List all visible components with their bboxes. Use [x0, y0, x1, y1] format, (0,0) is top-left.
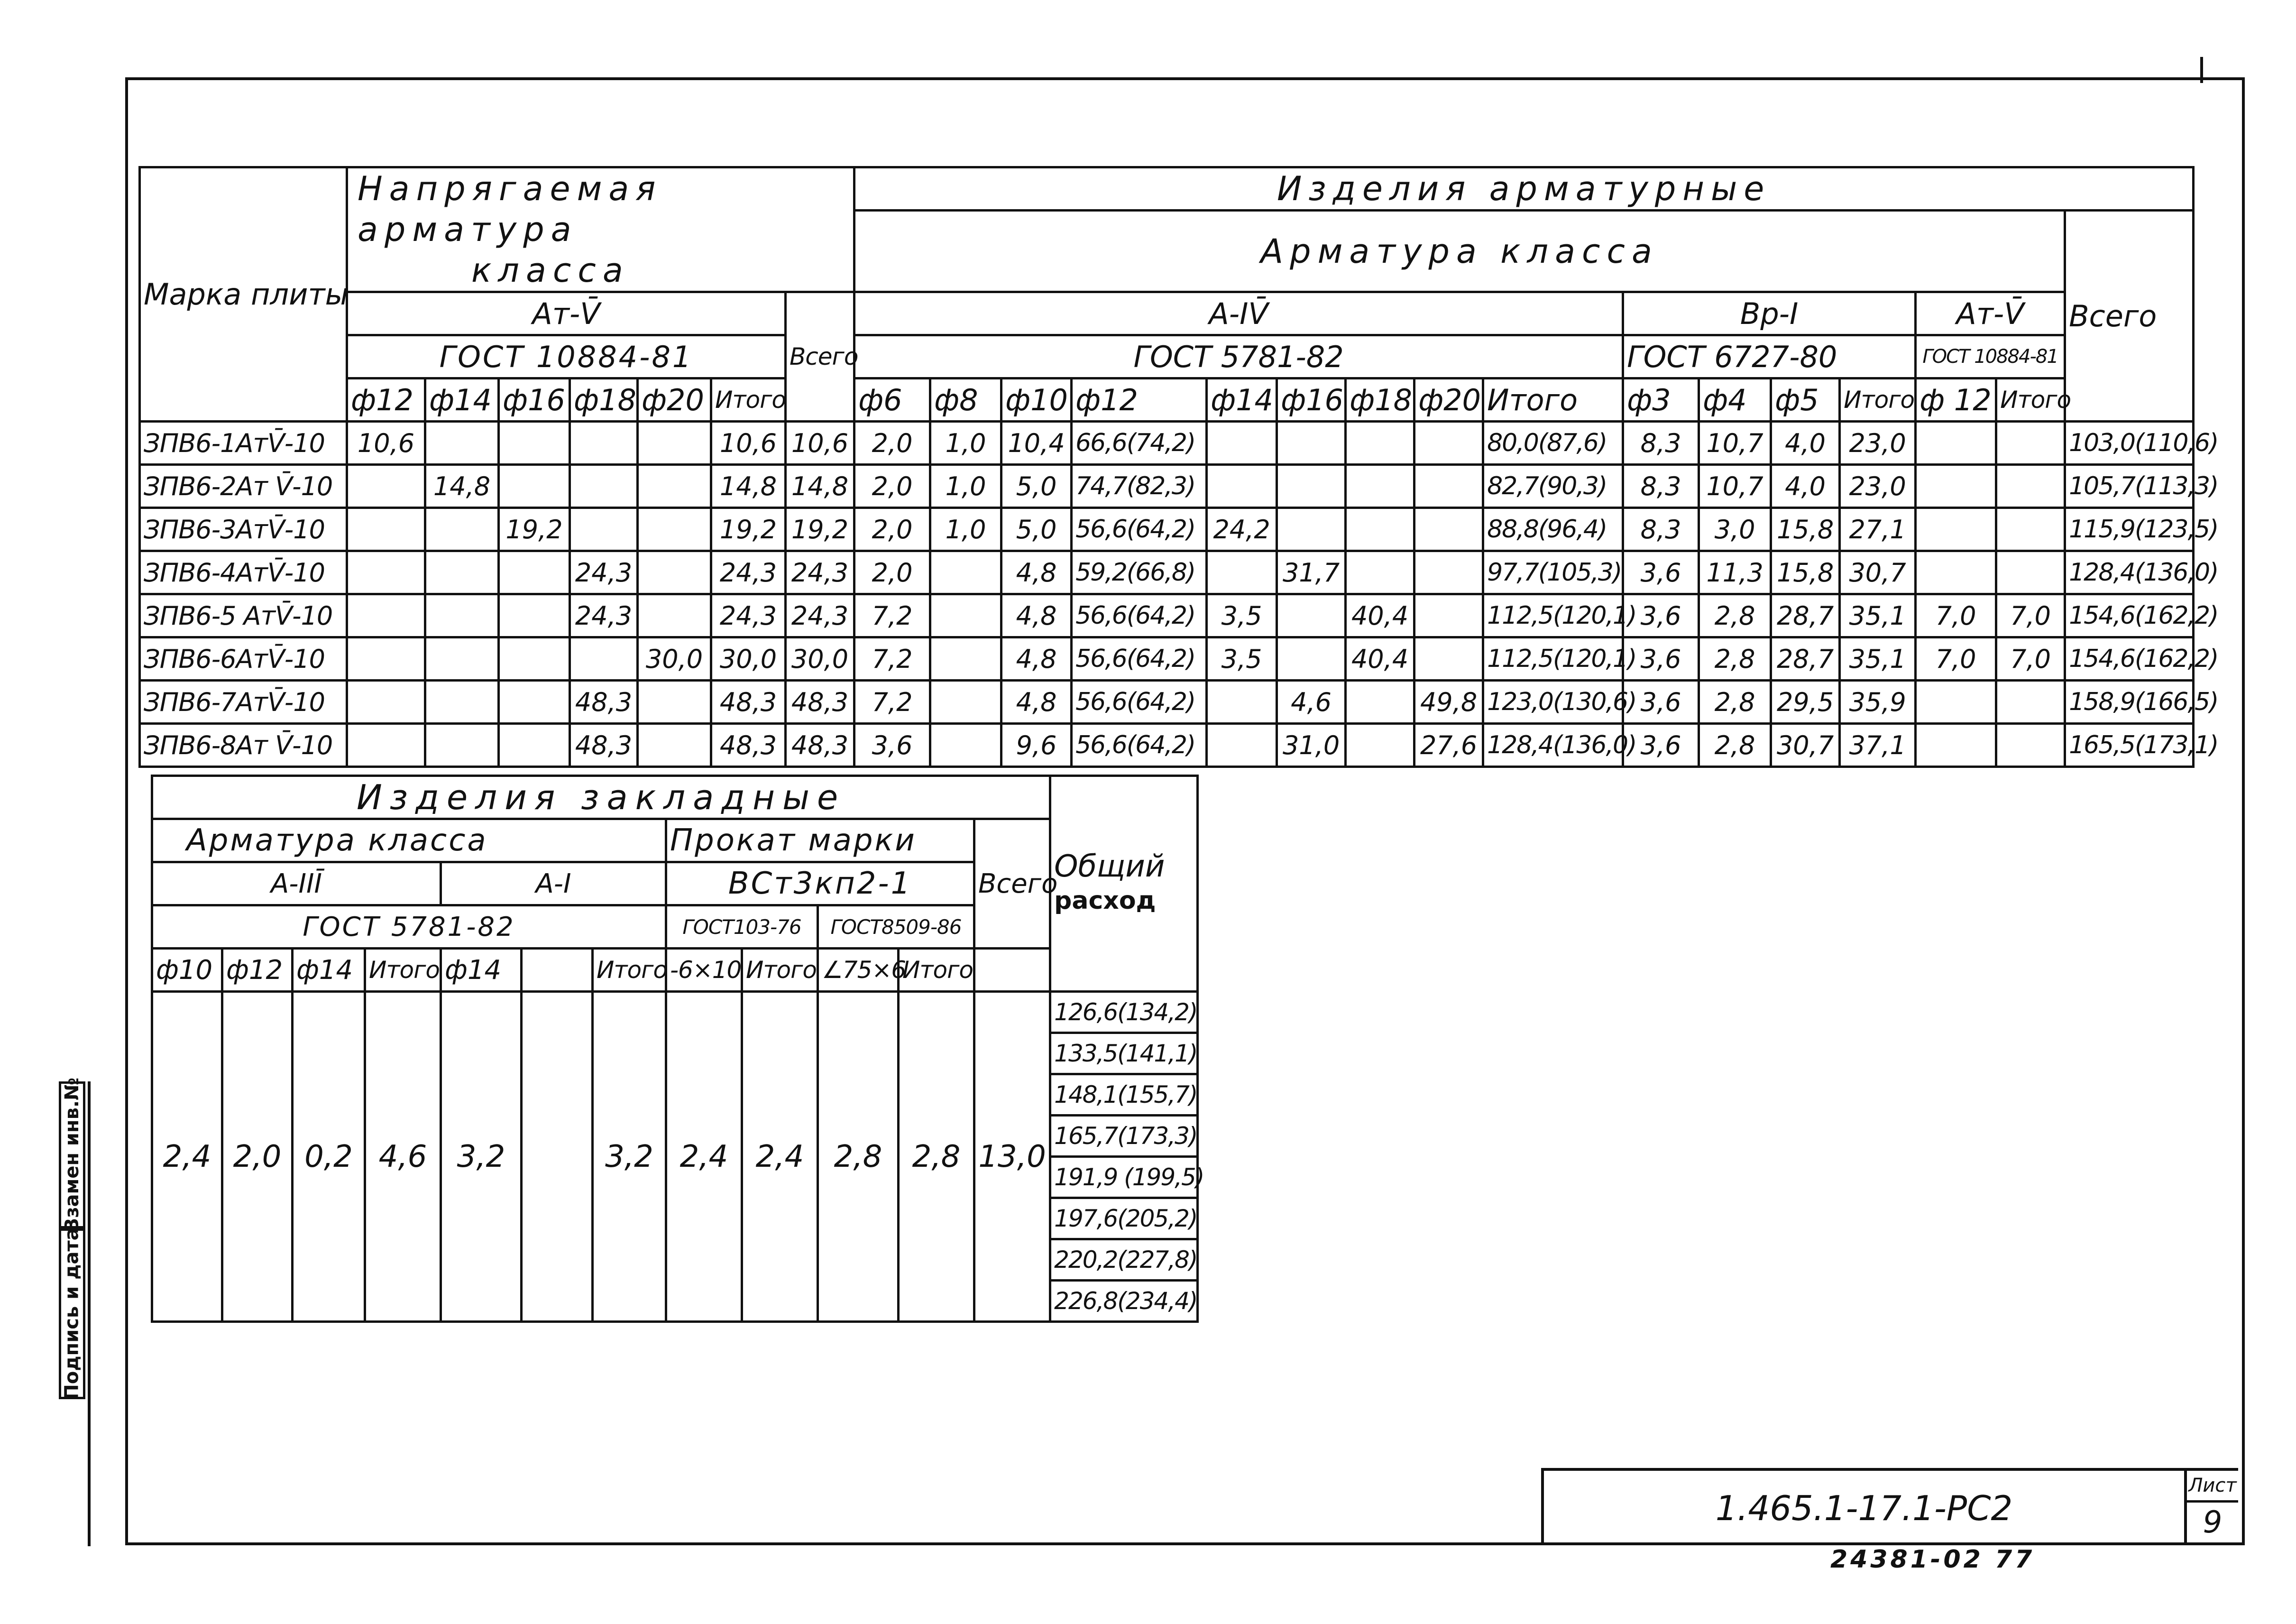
- table-cell: 13,0: [974, 992, 1050, 1322]
- table-cell: 88,8(96,4): [1483, 508, 1623, 551]
- embedded-title: Изделия закладные: [152, 776, 1050, 819]
- at5-class-header-2: Ат-V̄: [1916, 292, 2065, 335]
- table-cell: [1207, 465, 1277, 508]
- table-cell: 4,8: [1001, 594, 1072, 637]
- table-cell: 5,0: [1001, 508, 1072, 551]
- table-cell: 24,2: [1207, 508, 1277, 551]
- col-header: ф6: [854, 378, 930, 422]
- table-cell: [1916, 551, 1996, 594]
- table-cell: [425, 637, 499, 681]
- archive-number: 24381-02 77: [1830, 1545, 2035, 1574]
- frame-tick: [2200, 57, 2203, 83]
- table-cell: [1916, 422, 1996, 465]
- table-cell: [638, 551, 711, 594]
- table-cell: 4,6: [365, 992, 441, 1322]
- table-cell: [1346, 551, 1414, 594]
- table-cell: 4,6: [1277, 681, 1346, 724]
- table-cell: 29,5: [1771, 681, 1840, 724]
- table-cell: 165,5(173,1): [2065, 724, 2194, 767]
- table-cell: [425, 681, 499, 724]
- table-cell: [1414, 508, 1483, 551]
- col-header: ф14: [425, 378, 499, 422]
- table-cell: 30,0: [711, 637, 786, 681]
- table-cell: 35,9: [1840, 681, 1916, 724]
- plate-mark: ЗПВ6-5 АтV̄-10: [140, 594, 347, 637]
- table-cell: [638, 724, 711, 767]
- gost-5781-header: ГОСТ 5781-82: [152, 905, 666, 949]
- table-cell: [1996, 681, 2065, 724]
- table-cell: 2,0: [854, 551, 930, 594]
- table-cell: [1996, 422, 2065, 465]
- table-cell: 24,3: [711, 594, 786, 637]
- table-cell: [1916, 681, 1996, 724]
- table-cell: 7,2: [854, 594, 930, 637]
- table-cell: [1414, 551, 1483, 594]
- col-vsego-2: Всего: [2065, 211, 2194, 422]
- col-vsego: Всего: [974, 819, 1050, 949]
- table-cell: 56,6(64,2): [1072, 724, 1207, 767]
- table-cell: 31,0: [1277, 724, 1346, 767]
- rolled-header: Прокат марки: [666, 819, 974, 862]
- table-cell: [347, 594, 425, 637]
- plate-mark: ЗПВ6-7АтV̄-10: [140, 681, 347, 724]
- replace-inv-label: Взамен инв.№: [61, 1077, 83, 1233]
- table-cell: 27,6: [1414, 724, 1483, 767]
- table-cell: [499, 724, 570, 767]
- table-cell: 2,8: [1699, 724, 1771, 767]
- plate-mark: ЗПВ6-1АтV̄-10: [140, 422, 347, 465]
- table-cell: [570, 508, 638, 551]
- column-headers-row: [152, 949, 1198, 992]
- table-cell: 3,6: [1623, 637, 1699, 681]
- table-cell: 35,1: [1840, 637, 1916, 681]
- table-cell: 24,3: [711, 551, 786, 594]
- sign-date-label: Подпись и дата: [61, 1227, 83, 1400]
- table-cell: 7,0: [1916, 594, 1996, 637]
- table-cell: 105,7(113,3): [2065, 465, 2194, 508]
- table-cell: [1207, 724, 1277, 767]
- plate-mark: ЗПВ6-2Ат V̄-10: [140, 465, 347, 508]
- col-header: Итого: [593, 949, 666, 992]
- table-cell: 7,2: [854, 681, 930, 724]
- table-cell: 0,2: [293, 992, 365, 1322]
- products-header: Изделия арматурные: [854, 167, 2194, 211]
- table-cell: 4,8: [1001, 637, 1072, 681]
- table-cell: [1207, 551, 1277, 594]
- prestressed-header: [347, 167, 854, 292]
- table-cell: 3,2: [593, 992, 666, 1322]
- table-cell: 11,3: [1699, 551, 1771, 594]
- col-header: ф12: [1072, 378, 1207, 422]
- col-header: ф10: [1001, 378, 1072, 422]
- table-cell: 2,0: [854, 465, 930, 508]
- col-header: ф8: [930, 378, 1001, 422]
- vr1-class-header: Вр-I: [1623, 292, 1916, 335]
- col-header: ф3: [1623, 378, 1699, 422]
- col-header: ф14: [293, 949, 365, 992]
- total-usage-cell: 148,1(155,7): [1050, 1074, 1198, 1116]
- col-header: Итого: [899, 949, 974, 992]
- table-cell: 2,4: [666, 992, 742, 1322]
- plate-mark: ЗПВ6-4АтV̄-10: [140, 551, 347, 594]
- table-cell: [570, 637, 638, 681]
- table-cell: 10,4: [1001, 422, 1072, 465]
- table-cell: 3,6: [1623, 681, 1699, 724]
- prestressed-title-line1: Напрягаемая арматура: [358, 169, 662, 249]
- table-cell: 2,0: [854, 508, 930, 551]
- table-cell: 2,8: [1699, 594, 1771, 637]
- table-cell: 56,6(64,2): [1072, 681, 1207, 724]
- table-cell: 128,4(136,0): [2065, 551, 2194, 594]
- col-header: ф16: [1277, 378, 1346, 422]
- table-cell: [638, 594, 711, 637]
- table-cell: 19,2: [711, 508, 786, 551]
- table-cell: [347, 551, 425, 594]
- table-cell: 82,7(90,3): [1483, 465, 1623, 508]
- table-cell: [425, 594, 499, 637]
- table-cell: 15,8: [1771, 551, 1840, 594]
- gost-10884-header: ГОСТ 10884-81: [347, 335, 786, 378]
- table-cell: 2,8: [899, 992, 974, 1322]
- table-cell: 3,2: [441, 992, 522, 1322]
- table-cell: 5,0: [1001, 465, 1072, 508]
- table-cell: [425, 422, 499, 465]
- table-cell: [1916, 724, 1996, 767]
- table-cell: 7,0: [1996, 594, 2065, 637]
- table-cell: [638, 508, 711, 551]
- table-cell: 2,8: [1699, 637, 1771, 681]
- table-cell: [1414, 465, 1483, 508]
- col-header: Итого: [1483, 378, 1623, 422]
- col-header: ф18: [1346, 378, 1414, 422]
- total-usage-line1: Общий: [1054, 849, 1165, 884]
- table-cell: [347, 465, 425, 508]
- steel-grade-header: ВСт3кп2-1: [666, 862, 974, 905]
- col-header: Итого: [365, 949, 441, 992]
- col-header: -6×10: [666, 949, 742, 992]
- table-cell: 48,3: [570, 724, 638, 767]
- table-cell: [425, 724, 499, 767]
- table-cell: 3,0: [1699, 508, 1771, 551]
- a1-class-header: А-I: [441, 862, 666, 905]
- column-headers-row: [140, 378, 2194, 422]
- table-cell: 7,2: [854, 637, 930, 681]
- col-header: Итого: [1840, 378, 1916, 422]
- col-header: ф 12: [1916, 378, 1996, 422]
- table-cell: [1277, 422, 1346, 465]
- table-cell: [499, 594, 570, 637]
- col-header: [522, 949, 593, 992]
- plate-mark: ЗПВ6-8Ат V̄-10: [140, 724, 347, 767]
- table-cell: 2,0: [222, 992, 293, 1322]
- table-cell: [1996, 508, 2065, 551]
- table-cell: 24,3: [570, 551, 638, 594]
- reinforcement-products-table: [138, 166, 2218, 768]
- table-cell: [570, 422, 638, 465]
- table-cell: [1414, 637, 1483, 681]
- table-cell: [347, 508, 425, 551]
- total-usage-line2: расход: [1054, 886, 1156, 915]
- table-cell: 30,0: [786, 637, 854, 681]
- prestressed-title-line2: класса: [471, 251, 630, 290]
- table-cell: [1414, 422, 1483, 465]
- table-cell: 30,7: [1840, 551, 1916, 594]
- table-cell: 7,0: [1996, 637, 2065, 681]
- table-cell: [1277, 637, 1346, 681]
- table-cell: 4,8: [1001, 551, 1072, 594]
- table-cell: 23,0: [1840, 465, 1916, 508]
- sheet-cell: [2184, 1471, 2238, 1545]
- table-cell: [638, 465, 711, 508]
- col-vsego-1: Всего: [786, 292, 854, 422]
- col-mark-header: Марка плиты: [140, 167, 347, 422]
- table-row: [140, 637, 2194, 681]
- table-cell: [1277, 465, 1346, 508]
- table-cell: 9,6: [1001, 724, 1072, 767]
- table-row: [140, 681, 2194, 724]
- table-cell: 37,1: [1840, 724, 1916, 767]
- table-cell: 1,0: [930, 465, 1001, 508]
- table-cell: [638, 422, 711, 465]
- table-cell: 3,5: [1207, 637, 1277, 681]
- plate-mark: ЗПВ6-3АтV̄-10: [140, 508, 347, 551]
- embedded-products-table: [151, 775, 1204, 1323]
- table-cell: [1277, 508, 1346, 551]
- col-header: ф14: [1207, 378, 1277, 422]
- table-cell: 48,3: [711, 681, 786, 724]
- table-cell: [347, 637, 425, 681]
- title-block: [1541, 1468, 2238, 1545]
- table-cell: [930, 681, 1001, 724]
- table-cell: 112,5(120,1): [1483, 594, 1623, 637]
- table-cell: [638, 681, 711, 724]
- table-cell: [930, 551, 1001, 594]
- total-usage-cell: 226,8(234,4): [1050, 1281, 1198, 1322]
- table-cell: 14,8: [711, 465, 786, 508]
- col-header: ф5: [1771, 378, 1840, 422]
- table-cell: [1277, 594, 1346, 637]
- table-cell: 19,2: [499, 508, 570, 551]
- table-cell: 7,0: [1916, 637, 1996, 681]
- table-cell: 27,1: [1840, 508, 1916, 551]
- table-cell: 3,5: [1207, 594, 1277, 637]
- table-cell: 74,7(82,3): [1072, 465, 1207, 508]
- sheet-number: 9: [2203, 1505, 2223, 1540]
- table-cell: 10,7: [1699, 465, 1771, 508]
- table-cell: 10,6: [347, 422, 425, 465]
- sign-date-box: [59, 1228, 85, 1399]
- table-cell: [930, 594, 1001, 637]
- table-cell: [1996, 724, 2065, 767]
- table-cell: [347, 681, 425, 724]
- col-total-usage: [1050, 776, 1198, 992]
- table-cell: [1207, 681, 1277, 724]
- gost-6727-header: ГОСТ 6727-80: [1623, 335, 1916, 378]
- table-cell: 14,8: [425, 465, 499, 508]
- table-cell: 10,7: [1699, 422, 1771, 465]
- table-row: [140, 508, 2194, 551]
- table-cell: 80,0(87,6): [1483, 422, 1623, 465]
- col-header: ф20: [638, 378, 711, 422]
- total-usage-cell: 126,6(134,2): [1050, 992, 1198, 1033]
- col-header: ф4: [1699, 378, 1771, 422]
- table-cell: [1346, 508, 1414, 551]
- table-cell: [1346, 422, 1414, 465]
- table-cell: 97,7(105,3): [1483, 551, 1623, 594]
- table-cell: 128,4(136,0): [1483, 724, 1623, 767]
- table-cell: 48,3: [570, 681, 638, 724]
- table-cell: [1996, 551, 2065, 594]
- table-cell: 123,0(130,6): [1483, 681, 1623, 724]
- table-cell: [930, 637, 1001, 681]
- table-cell: 56,6(64,2): [1072, 637, 1207, 681]
- table-cell: 3,6: [854, 724, 930, 767]
- table-cell: 40,4: [1346, 637, 1414, 681]
- table-cell: [1916, 508, 1996, 551]
- table-cell: 10,6: [786, 422, 854, 465]
- table-cell: 28,7: [1771, 637, 1840, 681]
- total-usage-cell: 133,5(141,1): [1050, 1033, 1198, 1074]
- table-cell: 8,3: [1623, 465, 1699, 508]
- col-header: Итого: [711, 378, 786, 422]
- table-cell: 154,6(162,2): [2065, 594, 2194, 637]
- table-cell: 40,4: [1346, 594, 1414, 637]
- a3-class-header: А-IIĪ: [152, 862, 441, 905]
- table-cell: 112,5(120,1): [1483, 637, 1623, 681]
- table-cell: 3,6: [1623, 551, 1699, 594]
- table-cell: [425, 551, 499, 594]
- total-usage-cell: 197,6(205,2): [1050, 1198, 1198, 1239]
- table-cell: 2,0: [854, 422, 930, 465]
- col-header: ф14: [441, 949, 522, 992]
- sheet-label: Лист: [2187, 1471, 2238, 1503]
- replace-inv-box: [59, 1077, 85, 1233]
- table-cell: [1346, 681, 1414, 724]
- table-cell: 56,6(64,2): [1072, 508, 1207, 551]
- table-cell: [1207, 422, 1277, 465]
- table-cell: [930, 724, 1001, 767]
- rebar-class-header: Арматура класса: [152, 819, 666, 862]
- table-cell: 35,1: [1840, 594, 1916, 637]
- table-cell: 3,6: [1623, 594, 1699, 637]
- table-cell: [522, 992, 593, 1322]
- total-usage-cell: 191,9 (199,5): [1050, 1157, 1198, 1198]
- table-cell: 2,4: [152, 992, 222, 1322]
- table-row: [152, 992, 1198, 1033]
- table-cell: [499, 551, 570, 594]
- table-cell: 31,7: [1277, 551, 1346, 594]
- rebar-class-header: Арматура класса: [854, 211, 2065, 292]
- table-cell: [1996, 465, 2065, 508]
- total-usage-cell: 220,2(227,8): [1050, 1239, 1198, 1281]
- col-header: ф10: [152, 949, 222, 992]
- col-header: ф20: [1414, 378, 1483, 422]
- gost-10884-header-2: ГОСТ 10884-81: [1916, 335, 2065, 378]
- table-cell: 2,4: [742, 992, 818, 1322]
- table-cell: [499, 422, 570, 465]
- table-cell: 4,0: [1771, 465, 1840, 508]
- total-usage-cell: 165,7(173,3): [1050, 1116, 1198, 1157]
- table-row: [140, 724, 2194, 767]
- table-cell: 23,0: [1840, 422, 1916, 465]
- table-cell: 2,8: [818, 992, 899, 1322]
- col-header: ф12: [347, 378, 425, 422]
- col-header: ф12: [222, 949, 293, 992]
- table-cell: 48,3: [711, 724, 786, 767]
- col-header: ∠75×6: [818, 949, 899, 992]
- col-header: ф16: [499, 378, 570, 422]
- gost-103-header: ГОСТ103-76: [666, 905, 818, 949]
- table-cell: 24,3: [570, 594, 638, 637]
- table-cell: [425, 508, 499, 551]
- table-cell: 24,3: [786, 551, 854, 594]
- col-header: Итого: [742, 949, 818, 992]
- table-cell: 10,6: [711, 422, 786, 465]
- table-cell: [499, 637, 570, 681]
- table-cell: 4,0: [1771, 422, 1840, 465]
- table-cell: 8,3: [1623, 422, 1699, 465]
- table-cell: 56,6(64,2): [1072, 594, 1207, 637]
- table-cell: 66,6(74,2): [1072, 422, 1207, 465]
- table-cell: 154,6(162,2): [2065, 637, 2194, 681]
- table-row: [140, 422, 2194, 465]
- col-header: ф18: [570, 378, 638, 422]
- table-cell: [499, 681, 570, 724]
- table-cell: [1346, 465, 1414, 508]
- table-cell: [1346, 724, 1414, 767]
- table-cell: 49,8: [1414, 681, 1483, 724]
- table-cell: 30,0: [638, 637, 711, 681]
- at5-class-header: Ат-V̄: [347, 292, 786, 335]
- table-cell: 15,8: [1771, 508, 1840, 551]
- table-cell: 115,9(123,5): [2065, 508, 2194, 551]
- table-cell: [347, 724, 425, 767]
- table-row: [140, 465, 2194, 508]
- table-cell: 1,0: [930, 422, 1001, 465]
- table-cell: 8,3: [1623, 508, 1699, 551]
- table-cell: [570, 465, 638, 508]
- table-cell: 19,2: [786, 508, 854, 551]
- col-header: Итого: [1996, 378, 2065, 422]
- plate-mark: ЗПВ6-6АтV̄-10: [140, 637, 347, 681]
- table-cell: 2,8: [1699, 681, 1771, 724]
- table-cell: [1916, 465, 1996, 508]
- table-cell: 28,7: [1771, 594, 1840, 637]
- a4-class-header: А-IV̄: [854, 292, 1623, 335]
- gost-5781-header: ГОСТ 5781-82: [854, 335, 1623, 378]
- table-row: [140, 594, 2194, 637]
- table-cell: 48,3: [786, 724, 854, 767]
- table-cell: [1414, 594, 1483, 637]
- table-cell: [499, 465, 570, 508]
- gost-8509-header: ГОСТ8509-86: [818, 905, 974, 949]
- table-cell: 4,8: [1001, 681, 1072, 724]
- table-cell: 14,8: [786, 465, 854, 508]
- table-cell: 24,3: [786, 594, 854, 637]
- table-cell: 48,3: [786, 681, 854, 724]
- table-cell: 158,9(166,5): [2065, 681, 2194, 724]
- table-cell: 1,0: [930, 508, 1001, 551]
- table-row: [140, 551, 2194, 594]
- table-cell: 103,0(110,6): [2065, 422, 2194, 465]
- table-cell: 30,7: [1771, 724, 1840, 767]
- doc-code: 1.465.1-17.1-РС2: [1715, 1488, 2013, 1528]
- table-cell: 3,6: [1623, 724, 1699, 767]
- table-cell: 59,2(66,8): [1072, 551, 1207, 594]
